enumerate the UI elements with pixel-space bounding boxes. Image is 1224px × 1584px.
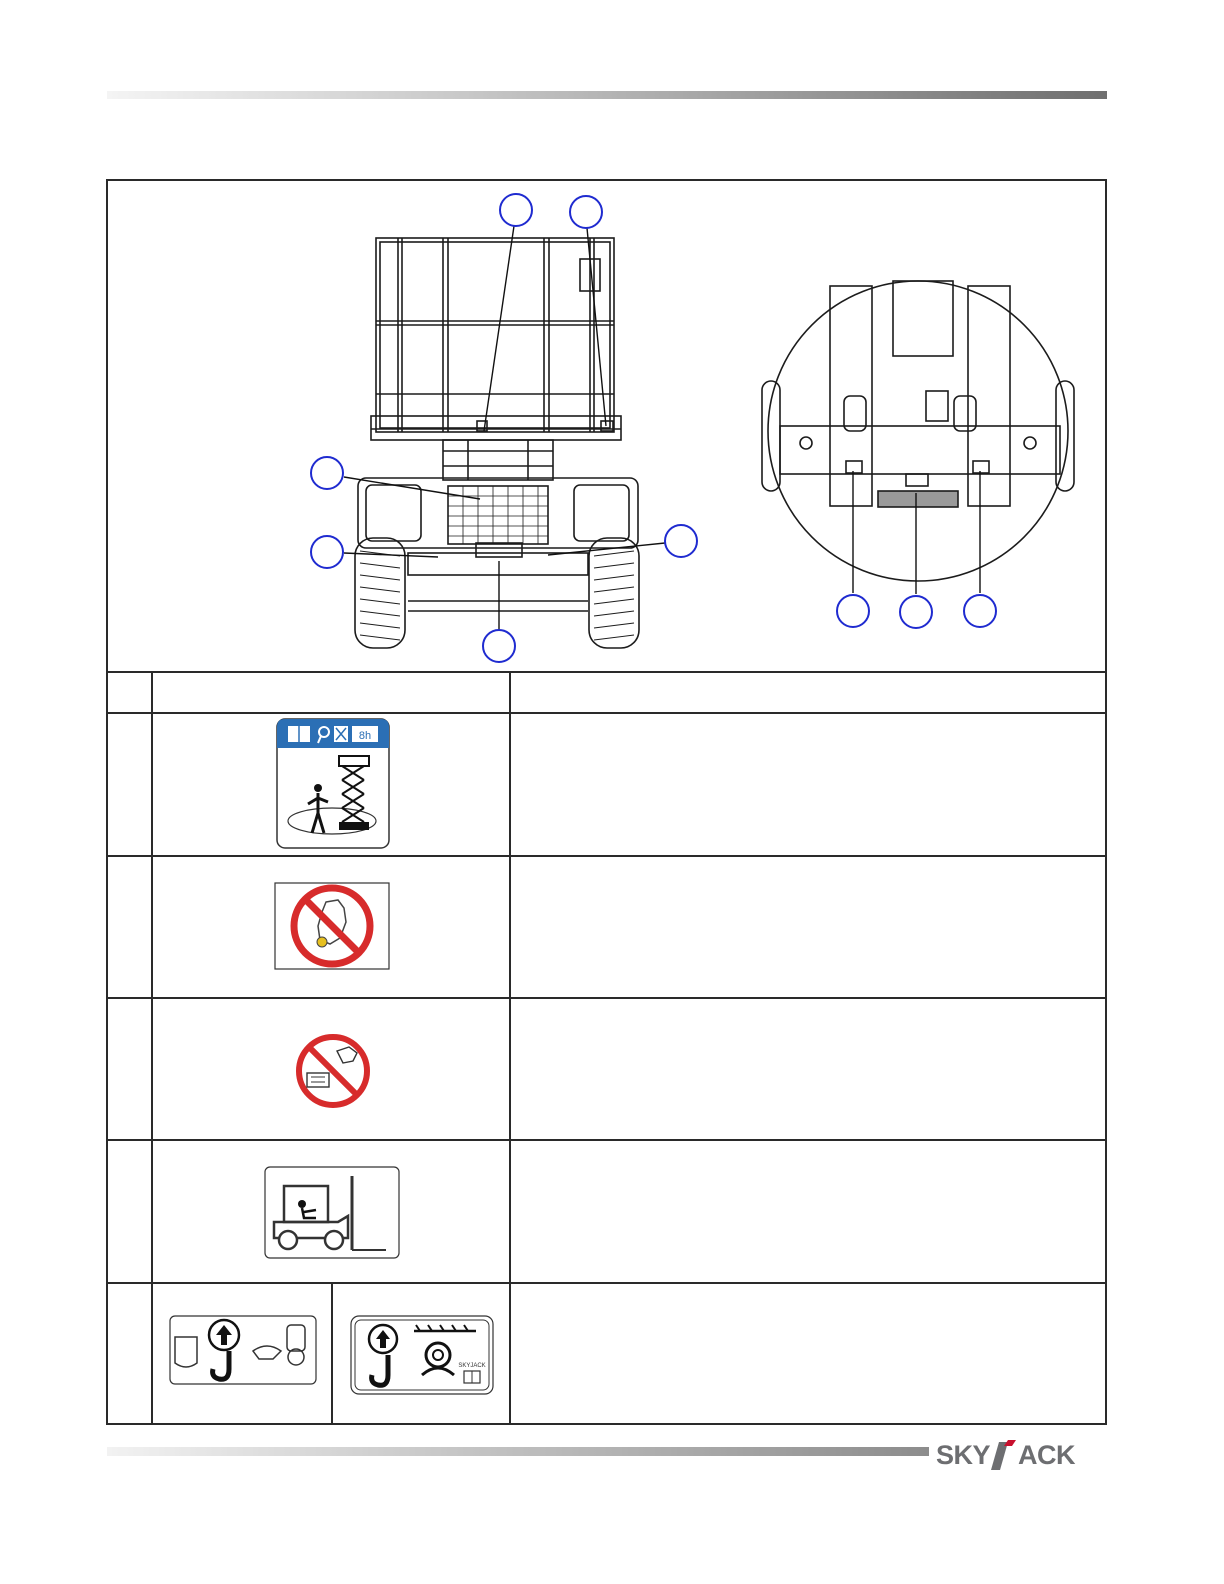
callout-circle [837, 595, 869, 627]
row-divider [108, 1282, 1105, 1284]
row-divider [108, 1139, 1105, 1141]
callout-circle [570, 196, 602, 228]
platform-guardrail [376, 238, 614, 432]
callout-circle [665, 525, 697, 557]
callout-circle [483, 630, 515, 662]
row-divider [108, 997, 1105, 999]
read-manual-inspect-decal [276, 718, 390, 849]
header-description [518, 673, 1078, 712]
col-divider [151, 671, 153, 1423]
forklift-pocket-decal [264, 1166, 400, 1259]
header-item-number [114, 673, 148, 712]
table-header-rule [108, 712, 1105, 714]
scissor-stack [443, 440, 553, 480]
svg-text:8h: 8h [358, 730, 372, 742]
callout-circle [964, 595, 996, 627]
skyjack-logo [936, 1438, 1108, 1472]
lift-hook-decal [350, 1315, 494, 1395]
no-touch-controller-decal [293, 1033, 373, 1109]
footer-rule [107, 1447, 929, 1456]
machine-decal-diagram [108, 181, 1105, 671]
svg-text:SKYJACK: SKYJACK [458, 1363, 486, 1369]
chassis [358, 478, 638, 548]
callout-circle [500, 194, 532, 226]
callout-circle [311, 457, 343, 489]
lift-tie-down-decal [169, 1315, 317, 1385]
col-divider [331, 1282, 333, 1423]
decal-location-table [106, 179, 1107, 1425]
magnified-detail [762, 281, 1074, 581]
header-decal [158, 673, 498, 712]
col-divider [509, 671, 511, 1423]
header-rule [107, 91, 1107, 99]
svg-text:ACK: ACK [1018, 1440, 1075, 1470]
row-divider [108, 855, 1105, 857]
no-hand-crush-decal [274, 882, 390, 970]
svg-text:SKY: SKY [936, 1440, 991, 1470]
callout-circle [311, 536, 343, 568]
callout-circle [900, 596, 932, 628]
right-wheel [589, 538, 639, 648]
